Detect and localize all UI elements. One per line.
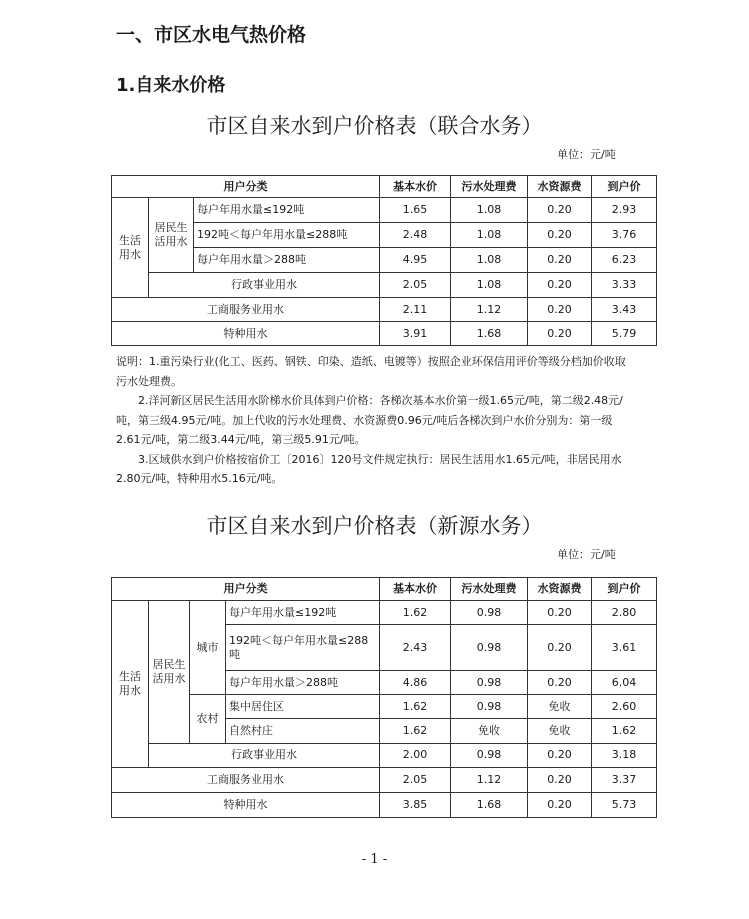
table-row: [112, 322, 657, 346]
cell-sewage: 1.12: [451, 298, 528, 322]
note-3: 3.区域供水到户价格按宿价工〔2016〕120号文件规定执行：居民生活用水1.65元/吨，非居民用水2.80元/吨，特种用水5.16元/吨。: [116, 452, 622, 485]
row-label: 每户年用水量≤192吨: [226, 601, 380, 625]
row-label: 特种用水: [112, 792, 380, 817]
table-row: [112, 248, 657, 273]
table-row: [112, 792, 657, 817]
cell-total: 3.61: [592, 625, 657, 671]
cell-resource: 0.20: [528, 767, 592, 792]
row-label: 工商服务业用水: [112, 767, 380, 792]
cell-sewage: 0.98: [451, 695, 528, 719]
cell-resource: 0.20: [528, 248, 592, 273]
cell-total: 5.79: [592, 322, 657, 346]
table-row: [112, 273, 657, 298]
header-category: 用户分类: [112, 578, 380, 601]
header-resource: 水资源费: [528, 176, 592, 198]
cell-basic: 1.62: [380, 601, 451, 625]
row-label: 每户年用水量≤192吨: [194, 198, 380, 223]
note-2: 2.洋河新区居民生活用水阶梯水价具体到户价格：各梯次基本水价第一级1.65元/吨，第二级2.48元/吨，第三级4.95元/吨。加上代收的污水处理费、水资源费0.96元/吨后各梯次到户水价分别为：第一级2.61元/吨，第二级3.44元/吨，第三级5.91元/吨。: [116, 394, 623, 446]
cell-total: 1.62: [592, 719, 657, 743]
cell-resource: 0.20: [528, 601, 592, 625]
cell-resource: 0.20: [528, 198, 592, 223]
table-row: [112, 601, 657, 625]
cell-resource: 0.20: [528, 322, 592, 346]
cell-total: 5.73: [592, 792, 657, 817]
row-label: 集中居住区: [226, 695, 380, 719]
cell-basic: 2.11: [380, 298, 451, 322]
cell-basic: 1.65: [380, 198, 451, 223]
page-number: - 1 -: [361, 852, 388, 867]
cell-total: 2.80: [592, 601, 657, 625]
row-label: 每户年用水量＞288吨: [194, 248, 380, 273]
row-label: 192吨＜每户年用水量≤288吨: [194, 223, 380, 248]
subgroup-residential: 居民生活用水: [149, 198, 194, 273]
table2-title: 市区自来水到户价格表（新源水务）: [206, 514, 543, 538]
cell-basic: 2.48: [380, 223, 451, 248]
area-rural: 农村: [190, 695, 226, 743]
cell-resource: 0.20: [528, 792, 592, 817]
row-label: 工商服务业用水: [112, 298, 380, 322]
cell-basic: 4.86: [380, 671, 451, 695]
cell-resource: 0.20: [528, 298, 592, 322]
header-total: 到户价: [592, 578, 657, 601]
notes: [116, 352, 636, 489]
row-label: 行政事业用水: [149, 743, 380, 767]
cell-total: 3.43: [592, 298, 657, 322]
cell-basic: 1.62: [380, 719, 451, 743]
cell-basic: 3.91: [380, 322, 451, 346]
price-table-2: [111, 577, 657, 818]
header-basic: 基本水价: [380, 578, 451, 601]
table2-unit: 单位：元/吨: [557, 548, 616, 561]
group-living-water: 生活用水: [112, 198, 149, 298]
row-label: 每户年用水量＞288吨: [226, 671, 380, 695]
area-city: 城市: [190, 601, 226, 695]
cell-sewage: 1.08: [451, 223, 528, 248]
header-sewage: 污水处理费: [451, 176, 528, 198]
cell-basic: 1.62: [380, 695, 451, 719]
cell-basic: 2.05: [380, 273, 451, 298]
cell-sewage: 1.68: [451, 792, 528, 817]
cell-total: 6.23: [592, 248, 657, 273]
cell-sewage: 免收: [451, 719, 528, 743]
cell-sewage: 0.98: [451, 671, 528, 695]
row-label: 192吨＜每户年用水量≤288吨: [226, 625, 380, 671]
row-label: 行政事业用水: [149, 273, 380, 298]
table1-title: 市区自来水到户价格表（联合水务）: [206, 114, 543, 138]
cell-resource: 0.20: [528, 671, 592, 695]
cell-total: 3.37: [592, 767, 657, 792]
header-sewage: 污水处理费: [451, 578, 528, 601]
cell-resource: 0.20: [528, 273, 592, 298]
price-table-1: [111, 175, 657, 346]
cell-total: 6.04: [592, 671, 657, 695]
subsection-title: 1.自来水价格: [116, 75, 226, 96]
cell-resource: 免收: [528, 695, 592, 719]
cell-basic: 3.85: [380, 792, 451, 817]
table-row: [112, 767, 657, 792]
cell-sewage: 1.12: [451, 767, 528, 792]
table-row: [112, 743, 657, 767]
table-row: [112, 223, 657, 248]
cell-sewage: 1.68: [451, 322, 528, 346]
cell-basic: 2.43: [380, 625, 451, 671]
cell-sewage: 1.08: [451, 273, 528, 298]
cell-basic: 2.00: [380, 743, 451, 767]
cell-sewage: 0.98: [451, 601, 528, 625]
cell-total: 3.76: [592, 223, 657, 248]
cell-total: 2.93: [592, 198, 657, 223]
cell-resource: 0.20: [528, 625, 592, 671]
cell-basic: 4.95: [380, 248, 451, 273]
table-row: [112, 695, 657, 719]
cell-sewage: 1.08: [451, 198, 528, 223]
header-basic: 基本水价: [380, 176, 451, 198]
cell-total: 3.18: [592, 743, 657, 767]
cell-basic: 2.05: [380, 767, 451, 792]
cell-sewage: 0.98: [451, 625, 528, 671]
subgroup-residential: 居民生活用水: [149, 601, 190, 743]
table-row: [112, 298, 657, 322]
cell-resource: 免收: [528, 719, 592, 743]
cell-total: 3.33: [592, 273, 657, 298]
header-resource: 水资源费: [528, 578, 592, 601]
note-1: 说明：1.重污染行业(化工、医药、钢铁、印染、造纸、电镀等）按照企业环保信用评价等级分档加价收取污水处理费。: [116, 355, 626, 388]
group-living-water: 生活用水: [112, 601, 149, 768]
row-label: 自然村庄: [226, 719, 380, 743]
cell-resource: 0.20: [528, 223, 592, 248]
cell-sewage: 1.08: [451, 248, 528, 273]
cell-resource: 0.20: [528, 743, 592, 767]
table-row: [112, 198, 657, 223]
row-label: 特种用水: [112, 322, 380, 346]
table1-unit: 单位：元/吨: [557, 148, 616, 161]
table-header-row: [112, 578, 657, 601]
cell-total: 2.60: [592, 695, 657, 719]
header-total: 到户价: [592, 176, 657, 198]
header-category: 用户分类: [112, 176, 380, 198]
table-header-row: [112, 176, 657, 198]
cell-sewage: 0.98: [451, 743, 528, 767]
section-title: 一、市区水电气热价格: [116, 24, 307, 46]
